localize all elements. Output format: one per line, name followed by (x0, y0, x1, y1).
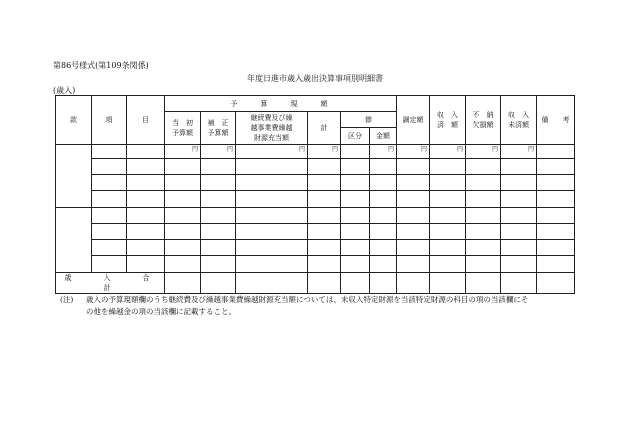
table-row (56, 145, 575, 159)
table-row (56, 191, 575, 208)
table-row (56, 240, 575, 256)
kan-cell (56, 145, 92, 208)
unit-label: 円 (397, 145, 430, 159)
header-choutei: 調定額 (397, 96, 430, 145)
table-row (56, 159, 575, 175)
unit-label: 円 (236, 145, 308, 159)
footnote-label: (注) (60, 295, 74, 304)
kan-cell (56, 208, 92, 273)
table-row (56, 256, 575, 273)
header-funou: 不 納 欠損額 (466, 96, 501, 145)
header-setsu: 節 (341, 112, 397, 128)
header-hosei: 補 正 予算額 (201, 112, 236, 145)
footnote-line-2: の他を繰越金の項の当該欄に記載すること。 (86, 307, 236, 316)
kubun-cell (341, 145, 370, 159)
header-kingaku: 金額 (370, 128, 397, 145)
unit-label: 円 (501, 145, 537, 159)
total-label: 歳 入 合 計 (56, 273, 165, 294)
header-kubun: 区分 (341, 128, 370, 145)
section-label: (歳入) (53, 86, 76, 95)
footnote-line-1: 歳入の予算現額欄のうち継続費及び繰越事業費繰越財源充当額については、未収入特定財源を当該特定財源の科目の項の当該欄にそ (86, 295, 529, 304)
table-row (56, 175, 575, 191)
header-tousho: 当 初 予算額 (165, 112, 201, 145)
footnote (60, 294, 580, 318)
document-title: 年度日進市歳入歳出決算事項別明細書 (247, 74, 383, 83)
unit-label: 円 (165, 145, 201, 159)
form-number: 第86号様式(第109条関係) (53, 61, 149, 70)
unit-label: 円 (370, 145, 397, 159)
header-shuunyuu-zumi: 収 入 済 額 (430, 96, 466, 145)
moku-cell (127, 145, 165, 159)
unit-label: 円 (466, 145, 501, 159)
header-shuunyuu-mi: 収 入 未済額 (501, 96, 537, 145)
bikou-cell (537, 145, 575, 159)
unit-label: 円 (430, 145, 466, 159)
total-row (56, 273, 575, 294)
kou-cell (92, 145, 127, 159)
header-bikou: 備 考 (537, 96, 575, 145)
unit-label: 円 (201, 145, 236, 159)
table-row (56, 208, 575, 224)
header-kan: 款 (56, 96, 92, 145)
unit-label: 円 (308, 145, 341, 159)
header-yosan-group: 予 算 現 額 (165, 96, 397, 112)
header-moku: 目 (127, 96, 165, 145)
ledger-table (55, 95, 575, 294)
table-row (56, 224, 575, 240)
header-keizoku: 継続費及び繰 越事業費繰越 財源充当額 (236, 112, 308, 145)
header-kei: 計 (308, 112, 341, 145)
header-kou: 項 (92, 96, 127, 145)
